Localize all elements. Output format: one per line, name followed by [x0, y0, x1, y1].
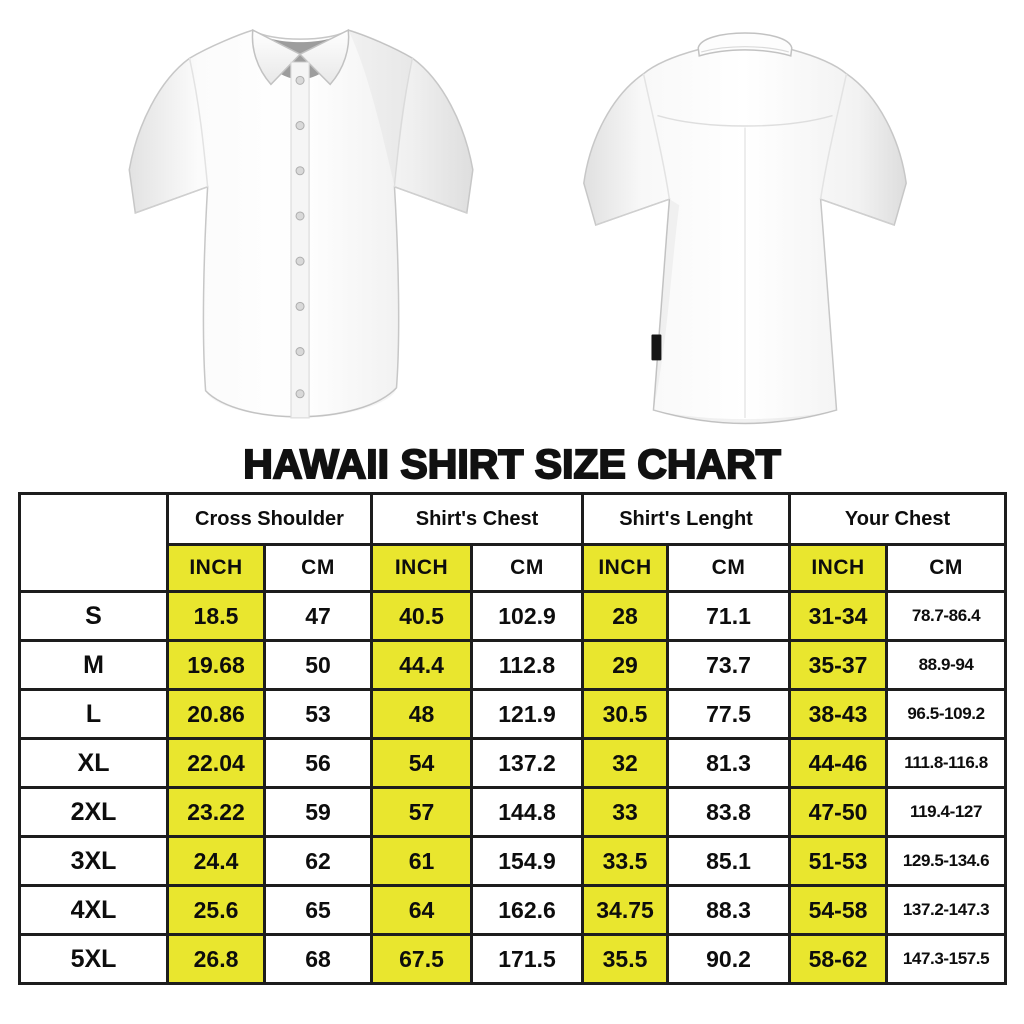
unit-header-cm: CM	[472, 545, 583, 592]
column-group-header-row	[20, 494, 1006, 545]
value-cell: 48	[372, 690, 472, 739]
value-cell: 50	[265, 641, 372, 690]
value-cell: 19.68	[168, 641, 265, 690]
value-cell: 54-58	[790, 886, 887, 935]
table-row-xl	[20, 739, 1006, 788]
value-cell: 90.2	[668, 935, 790, 984]
value-cell: 35-37	[790, 641, 887, 690]
value-cell: 24.4	[168, 837, 265, 886]
value-cell: 54	[372, 739, 472, 788]
value-cell: 144.8	[472, 788, 583, 837]
size-chart	[18, 492, 1010, 985]
value-cell: 58-62	[790, 935, 887, 984]
unit-header-inch: INCH	[583, 545, 668, 592]
unit-header-cm: CM	[668, 545, 790, 592]
value-cell: 23.22	[168, 788, 265, 837]
size-cell: 3XL	[20, 837, 168, 886]
value-cell: 57	[372, 788, 472, 837]
value-cell: 56	[265, 739, 372, 788]
col-group-shirts-chest: Shirt's Chest	[372, 494, 583, 545]
value-cell: 28	[583, 592, 668, 641]
shirt-hem-tag	[651, 334, 661, 360]
value-cell: 64	[372, 886, 472, 935]
value-cell: 53	[265, 690, 372, 739]
size-cell: M	[20, 641, 168, 690]
range-cell: 111.8-116.8	[887, 739, 1006, 788]
value-cell: 47	[265, 592, 372, 641]
size-cell: 4XL	[20, 886, 168, 935]
value-cell: 137.2	[472, 739, 583, 788]
value-cell: 77.5	[668, 690, 790, 739]
range-cell: 147.3-157.5	[887, 935, 1006, 984]
value-cell: 68	[265, 935, 372, 984]
value-cell: 33.5	[583, 837, 668, 886]
value-cell: 62	[265, 837, 372, 886]
value-cell: 18.5	[168, 592, 265, 641]
value-cell: 81.3	[668, 739, 790, 788]
value-cell: 31-34	[790, 592, 887, 641]
col-group-your-chest: Your Chest	[790, 494, 1006, 545]
size-cell: L	[20, 690, 168, 739]
value-cell: 38-43	[790, 690, 887, 739]
value-cell: 83.8	[668, 788, 790, 837]
value-cell: 88.3	[668, 886, 790, 935]
value-cell: 61	[372, 837, 472, 886]
size-cell: 5XL	[20, 935, 168, 984]
range-cell: 129.5-134.6	[887, 837, 1006, 886]
col-group-cross-shoulder: Cross Shoulder	[168, 494, 372, 545]
page-title: HAWAII SHIRT SIZE CHART	[243, 441, 781, 487]
value-cell: 65	[265, 886, 372, 935]
unit-header-row	[20, 545, 1006, 592]
unit-header-inch: INCH	[790, 545, 887, 592]
unit-header-cm: CM	[887, 545, 1006, 592]
range-cell: 78.7-86.4	[887, 592, 1006, 641]
value-cell: 73.7	[668, 641, 790, 690]
range-cell: 119.4-127	[887, 788, 1006, 837]
value-cell: 171.5	[472, 935, 583, 984]
value-cell: 71.1	[668, 592, 790, 641]
shirt-back-image	[546, 14, 944, 446]
size-cell: S	[20, 592, 168, 641]
value-cell: 26.8	[168, 935, 265, 984]
value-cell: 47-50	[790, 788, 887, 837]
value-cell: 34.75	[583, 886, 668, 935]
value-cell: 154.9	[472, 837, 583, 886]
col-group-shirts-lenght: Shirt's Lenght	[583, 494, 790, 545]
unit-header-inch: INCH	[372, 545, 472, 592]
value-cell: 32	[583, 739, 668, 788]
value-cell: 67.5	[372, 935, 472, 984]
shirt-photos	[0, 0, 1024, 448]
value-cell: 22.04	[168, 739, 265, 788]
shirt-front-image	[88, 4, 492, 444]
table-row-3xl	[20, 837, 1006, 886]
value-cell: 59	[265, 788, 372, 837]
table-row-s	[20, 592, 1006, 641]
value-cell: 35.5	[583, 935, 668, 984]
table-row-2xl	[20, 788, 1006, 837]
value-cell: 162.6	[472, 886, 583, 935]
value-cell: 30.5	[583, 690, 668, 739]
corner-cell	[20, 494, 168, 592]
value-cell: 44-46	[790, 739, 887, 788]
value-cell: 121.9	[472, 690, 583, 739]
unit-header-inch: INCH	[168, 545, 265, 592]
value-cell: 44.4	[372, 641, 472, 690]
value-cell: 85.1	[668, 837, 790, 886]
value-cell: 20.86	[168, 690, 265, 739]
range-cell: 137.2-147.3	[887, 886, 1006, 935]
value-cell: 29	[583, 641, 668, 690]
table-row-l	[20, 690, 1006, 739]
size-cell: XL	[20, 739, 168, 788]
value-cell: 40.5	[372, 592, 472, 641]
table-row-4xl	[20, 886, 1006, 935]
value-cell: 33	[583, 788, 668, 837]
range-cell: 88.9-94	[887, 641, 1006, 690]
value-cell: 112.8	[472, 641, 583, 690]
size-chart-table	[18, 492, 1007, 985]
value-cell: 51-53	[790, 837, 887, 886]
unit-header-cm: CM	[265, 545, 372, 592]
range-cell: 96.5-109.2	[887, 690, 1006, 739]
table-row-5xl	[20, 935, 1006, 984]
size-cell: 2XL	[20, 788, 168, 837]
value-cell: 102.9	[472, 592, 583, 641]
value-cell: 25.6	[168, 886, 265, 935]
table-row-m	[20, 641, 1006, 690]
